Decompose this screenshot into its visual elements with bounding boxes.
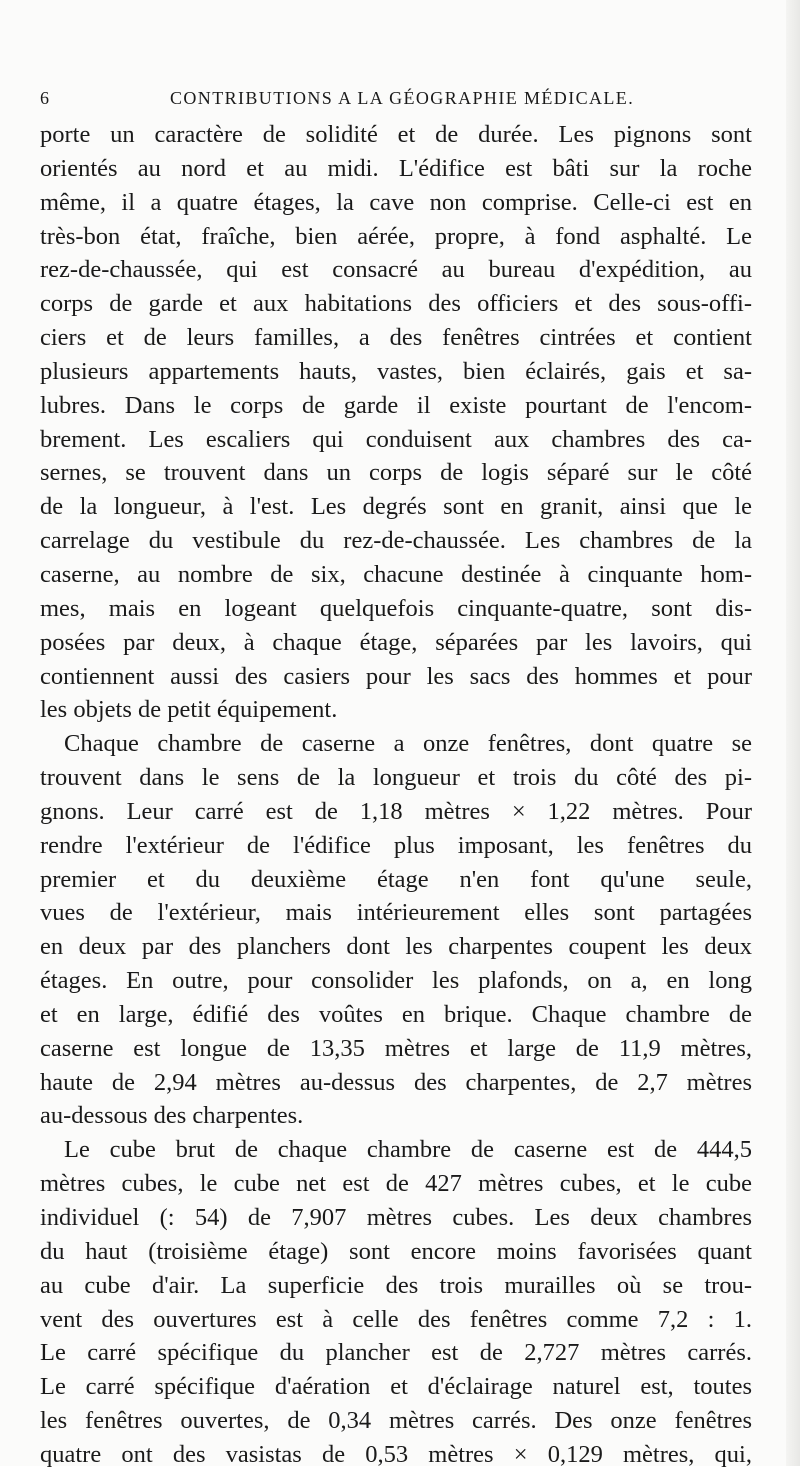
text-line: mes, mais en logeant quelquefois cinquante-quatre, sont dis- bbox=[40, 594, 752, 622]
text-line: au cube d'air. La superficie des trois murailles où se trou- bbox=[40, 1271, 752, 1299]
text-line: Le carré spécifique du plancher est de 2,727 mètres carrés. bbox=[40, 1339, 752, 1367]
paragraph-start-line: Chaque chambre de caserne a onze fenêtres, dont quatre se bbox=[64, 730, 752, 758]
text-line: Le carré spécifique d'aération et d'éclairage naturel est, toutes bbox=[40, 1373, 752, 1401]
text-line: porte un caractère de solidité et de durée. Les pignons sont bbox=[40, 121, 752, 148]
text-line: carrelage du vestibule du rez-de-chaussée. Les chambres de la bbox=[40, 527, 752, 555]
text-line: ciers et de leurs familles, a des fenêtres cintrées et contient bbox=[40, 324, 752, 352]
text-line: vent des ouvertures est à celle des fenêtres comme 7,2 : 1. bbox=[40, 1305, 752, 1333]
text-line: brement. Les escaliers qui conduisent aux chambres des ca- bbox=[40, 425, 752, 453]
text-line: plusieurs appartements hauts, vastes, bien éclairés, gais et sa- bbox=[40, 357, 752, 385]
text-line: posées par deux, à chaque étage, séparées par les lavoirs, qui bbox=[40, 628, 752, 656]
paragraph-start-line: Le cube brut de chaque chambre de caserne est de 444,5 bbox=[64, 1136, 752, 1164]
running-title: CONTRIBUTIONS A LA GÉOGRAPHIE MÉDICALE. bbox=[170, 88, 635, 108]
text-line: caserne est longue de 13,35 mètres et large de 11,9 mètres, bbox=[40, 1034, 752, 1062]
text-line: haute de 2,94 mètres au-dessus des charpentes, de 2,7 mètres bbox=[40, 1068, 752, 1096]
text-line: gnons. Leur carré est de 1,18 mètres × 1,22 mètres. Pour bbox=[40, 797, 752, 825]
body-text bbox=[40, 118, 752, 1472]
text-line: en deux par des planchers dont les charpentes coupent les deux bbox=[40, 933, 752, 961]
text-line: orientés au nord et au midi. L'édifice est bâti sur la roche bbox=[40, 154, 752, 182]
text-line: très-bon état, fraîche, bien aérée, propre, à fond asphalté. Le bbox=[40, 222, 752, 250]
text-line: quatre ont des vasistas de 0,53 mètres × 0,129 mètres, qui, bbox=[40, 1440, 752, 1468]
page-number: 6 bbox=[40, 88, 50, 108]
text-line: premier et du deuxième étage n'en font qu'une seule, bbox=[40, 865, 752, 893]
text-line: les objets de petit équipement. bbox=[40, 696, 338, 724]
text-line: de la longueur, à l'est. Les degrés sont en granit, ainsi que le bbox=[40, 493, 752, 521]
text-line: corps de garde et aux habitations des officiers et des sous-offi- bbox=[40, 290, 752, 318]
text-line: contiennent aussi des casiers pour les sacs des hommes et pour bbox=[40, 662, 752, 690]
text-line: individuel (: 54) de 7,907 mètres cubes. Les deux chambres bbox=[40, 1204, 752, 1231]
text-line: les fenêtres ouvertes, de 0,34 mètres carrés. Des onze fenêtres bbox=[40, 1407, 752, 1435]
text-line: étages. En outre, pour consolider les plafonds, on a, en long bbox=[40, 967, 752, 995]
text-line: sernes, se trouvent dans un corps de logis séparé sur le côté bbox=[40, 459, 752, 487]
text-line: même, il a quatre étages, la cave non comprise. Celle-ci est en bbox=[40, 188, 752, 216]
text-line: lubres. Dans le corps de garde il existe pourtant de l'encom- bbox=[40, 391, 752, 419]
page-header bbox=[40, 88, 752, 114]
text-line: mètres cubes, le cube net est de 427 mètres cubes, et le cube bbox=[40, 1170, 752, 1198]
text-line: et en large, édifié des voûtes en brique. Chaque chambre de bbox=[40, 1000, 752, 1028]
text-line: trouvent dans le sens de la longueur et trois du côté des pi- bbox=[40, 764, 752, 792]
text-line: caserne, au nombre de six, chacune destinée à cinquante hom- bbox=[40, 560, 752, 588]
page-edge bbox=[786, 0, 800, 1466]
text-line: vues de l'extérieur, mais intérieurement elles sont partagées bbox=[40, 899, 752, 927]
text-line: rendre l'extérieur de l'édifice plus imposant, les fenêtres du bbox=[40, 831, 752, 859]
text-line: du haut (troisième étage) sont encore moins favorisées quant bbox=[40, 1237, 752, 1265]
text-line: rez-de-chaussée, qui est consacré au bureau d'expédition, au bbox=[40, 256, 752, 284]
text-line: au-dessous des charpentes. bbox=[40, 1102, 304, 1130]
